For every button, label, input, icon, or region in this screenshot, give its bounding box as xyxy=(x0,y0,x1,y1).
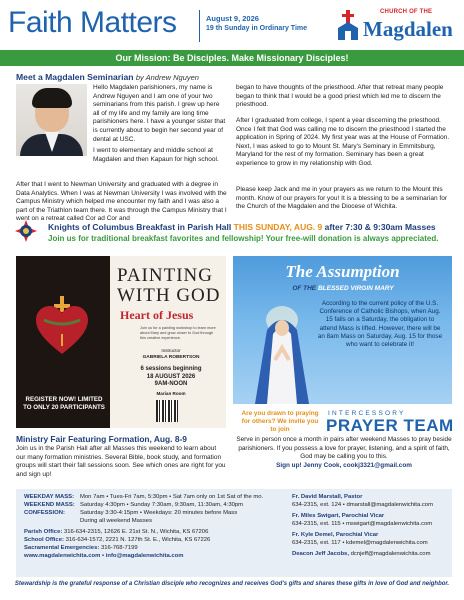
website-link[interactable]: www.magdalenwichita.com • info@magdalenwichita.com xyxy=(24,553,184,559)
prayer-team-signup: Sign up! Jenny Cook, cookj3321@gmail.com xyxy=(276,461,412,469)
seminarian-paragraph-2: I went to elementary and middle school at Magdalen and then Kapaun for high school. xyxy=(93,147,219,163)
seminarian-title: Meet a Magdalen Seminarian xyxy=(16,72,134,82)
vicar-demel-contact[interactable]: 634-2315, ext. 117 • kdemel@magdalenwichita.com xyxy=(292,540,428,546)
mission-banner: Our Mission: Be Disciples. Make Missionary Disciples! xyxy=(0,50,464,66)
church-name: Magdalen xyxy=(363,17,453,41)
stewardship-footer: Stewardship is the grateful response of a Christian disciple who recognizes and receives God's gifts and shares these gifts in love of God and neighbor. xyxy=(14,581,450,587)
assumption-title: The Assumption xyxy=(285,262,400,281)
seminarian-paragraph-4: After I graduated from college, I spent a year discerning the priesthood. Once I felt that God was calling me to discern the priesthood I started the application in Spring of 2024. My first year was at the House of Formation. Next, I was asked to go to Mount St. Mary's Seminary in Emmitsburg, Maryland for the rest of my formation. Seminary has been a great experience to grow in my relationship with God. xyxy=(236,117,450,167)
painting-with-god-flyer xyxy=(16,256,226,428)
parish-info-box xyxy=(16,489,452,577)
seminarian-paragraph-3: began to have thoughts of the priesthood. After that retreat many people began to think that I would be a good priest which led me to discern the priesthood. xyxy=(236,84,444,109)
ministry-fair-heading: Ministry Fair Featuring Formation, Aug. 8-9 xyxy=(16,434,187,444)
kofc-breakfast-subline: Join us for traditional breakfast favorites and fellowship! Your free-will donation is always appreciated. xyxy=(48,234,439,243)
seminarian-paragraph-1: Hello Magdalen parishioners, my name is Andrew Nguyen and I am one of your two seminarians from this parish. I grew up here all of my life and my family are long time parishioners here. I have a younger sister that is currently about to begin her second year of dental at USC. xyxy=(93,84,226,143)
painting-title: PAINTING WITH GOD xyxy=(117,265,221,306)
assumption-banner: OF THE BLESSED VIRGIN MARY xyxy=(292,285,394,292)
church-cross-icon xyxy=(337,10,359,40)
seminarian-heading xyxy=(16,72,199,82)
masthead xyxy=(0,0,464,50)
vicar-swigart-contact[interactable]: 634-2315, ext. 115 • mswigart@magdalenwichita.com xyxy=(292,521,433,527)
qr-code-icon[interactable] xyxy=(156,400,178,422)
painting-description: Join us for a painting workshop to learn more about Mary and grow closer to God through this creative experience. xyxy=(140,326,216,340)
intercessory-label: INTERCESSORY xyxy=(328,410,406,417)
sacred-heart-icon xyxy=(34,296,90,356)
assumption-text: According to the current policy of the U.S. Conference of Catholic Bishops, when Aug. 15 falls on a Saturday, the obligation to attend Mass is lifted. However, there will be an 8am Mass on Saturday, Aug. 15 for those who want to celebrate it! xyxy=(317,300,443,349)
painting-sessions: 6 sessions beginning 18 AUGUST 2026 9AM-NOON xyxy=(140,366,202,387)
painting-subtitle: Heart of Jesus xyxy=(120,308,194,322)
seminarian-paragraph-2-cont: After that I went to Newman University and graduated with a degree in Data Analytics. When I was at Newman University I was involved with the Campus Ministry which helped me encounter my faith and I was also a part of the Triathlon team there. It was through the Campus Ministry that I went on a retreat called Cor ad Cor and xyxy=(16,181,227,223)
ministry-fair-text: Join us in the Parish Hall after all Masses this weekend to learn about our many formation ministries. Several Bible, book study, and formation groups will start their fall sessions soon. See which ones are right for you and sign up! xyxy=(16,445,226,478)
issue-date: August 9, 2026 xyxy=(206,14,259,23)
seminarian-byline: by Andrew Nguyen xyxy=(135,73,199,82)
knights-of-columbus-emblem-icon xyxy=(14,219,38,243)
sacred-heart-artwork xyxy=(16,256,110,428)
newsletter-title: Faith Matters xyxy=(8,6,177,39)
church-of-label: CHURCH OF THE xyxy=(380,9,433,15)
register-notice: REGISTER NOW! LIMITED TO ONLY 20 PARTICIPANTS xyxy=(23,396,105,411)
prayer-team-invite: Are you drawn to praying for others? We invite you to join xyxy=(241,410,319,433)
seminarian-photo xyxy=(16,84,87,156)
assumption-flyer xyxy=(233,256,452,404)
prayer-team-text: Serve in person once a month in pairs after weekend Masses to pray beside parishioners. If you possess a love for prayer, listening, and a spirit of faith, God may be calling you to this. Sign up! Jenny Cook, cookj3321@gmail.com xyxy=(236,436,452,469)
pastor-contact[interactable]: 634-2315, ext. 124 • dmarstall@magdalenwichita.com xyxy=(292,502,433,508)
deacon-email[interactable]: dcnjeff@magdalenwichita.com xyxy=(348,551,431,557)
liturgical-day: 19 th Sunday in Ordinary Time xyxy=(206,25,308,32)
mass-times: WEEKDAY MASS: Mon 7am • Tues-Fri 7am, 5:30pm • Sat 7am only on 1st Sat of the mo. WEEKEND MASS: Saturday 4:30pm • Sunday 7:30am, 9:30am, 11:30am, 4:30pm CONFESSION: Saturday 3:30-4:15pm • Weekdays: 20 minutes before Mass During all weekend Masses Parish Office: 316-634-2315, 12626 E. 21st St. N., Wichita, KS 67206 School Office: 316-634-1572, 2221 N. 127th St. E., Wichita, KS 67226 Sacramental Emergencies: 316-768-7199 www.magdalenwichita.com • info@magdalenwichita.com xyxy=(24,494,264,559)
virgin-mary-image xyxy=(247,300,317,404)
painting-instructor: Instructor GABRIELA ROBERTSON xyxy=(142,348,200,360)
painting-location: Marian Room xyxy=(156,391,186,396)
prayer-team-title: PRAYER TEAM xyxy=(326,416,454,435)
seminarian-paragraph-5: Please keep Jack and me in your prayers as we return to the Mount this month. Know of our prayers for you! It is a blessing to be a seminarian for the Church of the Magdalen and the Diocese of Wichita. xyxy=(236,186,447,211)
kofc-breakfast-headline: Knights of Columbus Breakfast in Parish Hall THIS SUNDAY, AUG. 9 after 7:30 & 9:30am Masses xyxy=(48,222,436,232)
header-divider xyxy=(199,10,200,42)
clergy-contacts: Fr. David Marstall, Pastor 634-2315, ext. 124 • dmarstall@magdalenwichita.com Fr. Miles Swigart, Parochial Vicar 634-2315, ext. 115 • mswigart@magdalenwichita.com Fr. Kyle Demel, Parochial Vicar 634-2315, ext. 117 • kdemel@magdalenwichita.com Deacon Jeff Jacobs, dcnjeff@magdalenwichita.com xyxy=(292,493,452,558)
